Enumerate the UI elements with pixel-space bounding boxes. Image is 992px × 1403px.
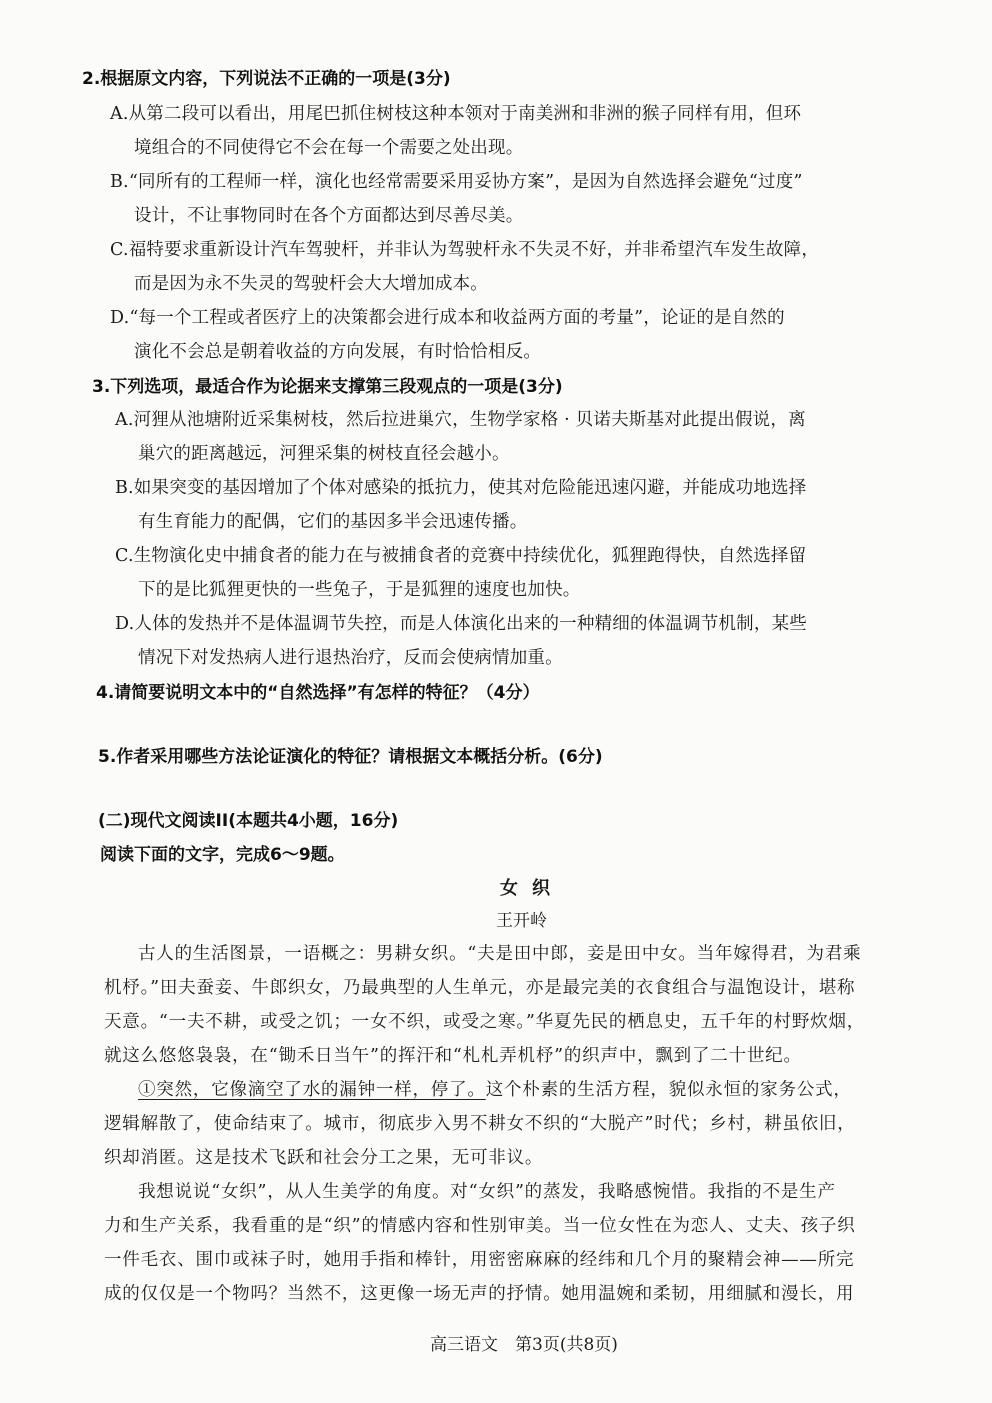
q3-option-d-line2: 情况下对发热病人进行退热治疗，反而会使病情加重。 [138, 648, 563, 668]
section-2-instruction: 阅读下面的文字，完成6～9题。 [100, 845, 345, 865]
passage-p1-line4: 就这么悠悠袅袅，在“锄禾日当午”的挥汗和“札札弄机杼”的织声中，飘到了二十世纪。 [104, 1046, 802, 1066]
question-4-stem: 4.请简要说明文本中的“自然选择”有怎样的特征？（4分） [96, 683, 540, 703]
question-5-stem: 5.作者采用哪些方法论证演化的特征？请根据文本概括分析。(6分) [98, 747, 603, 767]
q2-option-d-line1: D.“每一个工程或者医疗上的决策都会进行成本和收益两方面的考量”，论证的是自然的 [110, 308, 785, 328]
q2-option-b-line2: 设计，不让事物同时在各个方面都达到尽善尽美。 [134, 206, 524, 226]
passage-p2-line2: 逻辑解散了，使命结束了。城市，彻底步入男不耕女不织的“大脱产”时代；乡村，耕虽依旧， [104, 1114, 856, 1134]
passage-p1-line2: 机杼。”田夫蚕妾、牛郎织女，乃最典型的人生单元，亦是最完美的衣食组合与温饱设计，堪称 [104, 978, 856, 998]
q3-option-a-line1: A.河狸从池塘附近采集树枝，然后拉进巢穴，生物学家格 · 贝诺夫斯基对此提出假说，离 [115, 410, 806, 430]
passage-p3-line1: 我想说说“女织”，从人生美学的角度。对“女织”的蒸发，我略感惋惜。我指的不是生产 [138, 1182, 836, 1202]
passage-p2-line3: 织却消匿。这是技术飞跃和社会分工之果，无可非议。 [104, 1148, 544, 1168]
passage-p3-line4: 成的仅仅是一个物吗？当然不，这更像一场无声的抒情。她用温婉和柔韧，用细腻和漫长，用 [104, 1284, 855, 1304]
q3-option-b-line1: B.如果突变的基因增加了个体对感染的抵抗力，使其对危险能迅速闪避，并能成功地选择 [115, 478, 807, 498]
q2-option-c-line2: 而是因为永不失灵的驾驶杆会大大增加成本。 [134, 274, 488, 294]
question-2-stem: 2.根据原文内容，下列说法不正确的一项是(3分) [82, 69, 451, 89]
q2-option-b-line1: B.“同所有的工程师一样，演化也经常需要采用妥协方案”，是因为自然选择会避免“过度” [110, 172, 803, 192]
q3-option-c-line2: 下的是比狐狸更快的一些兔子，于是狐狸的速度也加快。 [138, 580, 581, 600]
passage-p1-line1: 古人的生活图景，一语概之：男耕女织。“夫是田中郎，妾是田中女。当年嫁得君，为君乘 [138, 944, 862, 964]
passage-p2-line1 [138, 1076, 852, 1101]
q3-option-d-line1: D.人体的发热并不是体温调节失控，而是人体演化出来的一种精细的体温调节机制，某些 [115, 614, 807, 634]
passage-p2-line1-rest: 这个朴素的生活方程，貌似永恒的家务公式， [485, 1080, 852, 1100]
q2-option-a-line1: A.从第二段可以看出，用尾巴抓住树枝这种本领对于南美洲和非洲的猴子同样有用，但环 [110, 104, 802, 124]
passage-title: 女织 [500, 878, 564, 899]
q3-option-c-line1: C.生物演化史中捕食者的能力在与被捕食者的竞赛中持续优化，狐狸跑得快，自然选择留 [115, 546, 807, 566]
q2-option-a-line2: 境组合的不同使得它不会在每一个需要之处出现。 [134, 138, 524, 158]
q3-option-a-line2: 巢穴的距离越远，河狸采集的树枝直径会越小。 [138, 444, 510, 464]
passage-author: 王开岭 [496, 911, 547, 931]
q2-option-c-line1: C.福特要求重新设计汽车驾驶杆，并非认为驾驶杆永不失灵不好，并非希望汽车发生故障， [110, 240, 820, 260]
underlined-sentence-1: ①突然，它像滴空了水的漏钟一样，停了。 [138, 1080, 486, 1100]
q2-option-d-line2: 演化不会总是朝着收益的方向发展，有时恰恰相反。 [134, 342, 542, 362]
q3-option-b-line2: 有生育能力的配偶，它们的基因多半会迅速传播。 [138, 512, 528, 532]
section-2-heading: (二)现代文阅读II(本题共4小题，16分) [98, 811, 399, 831]
page-footer: 高三语文 第3页(共8页) [430, 1335, 618, 1355]
passage-p3-line3: 一件毛衣、围巾或袜子时，她用手指和棒针，用密密麻麻的经纬和几个月的聚精会神——所完 [104, 1250, 855, 1270]
passage-p1-line3: 天意。“一夫不耕，或受之饥；一女不织，或受之寒。”华夏先民的栖息史，五千年的村野炊烟， [104, 1012, 866, 1032]
passage-p3-line2: 力和生产关系，我看重的是“织”的情感内容和性别审美。当一位女性在为恋人、丈夫、孩子织 [104, 1216, 856, 1236]
question-3-stem: 3.下列选项，最适合作为论据来支撑第三段观点的一项是(3分) [92, 377, 563, 397]
